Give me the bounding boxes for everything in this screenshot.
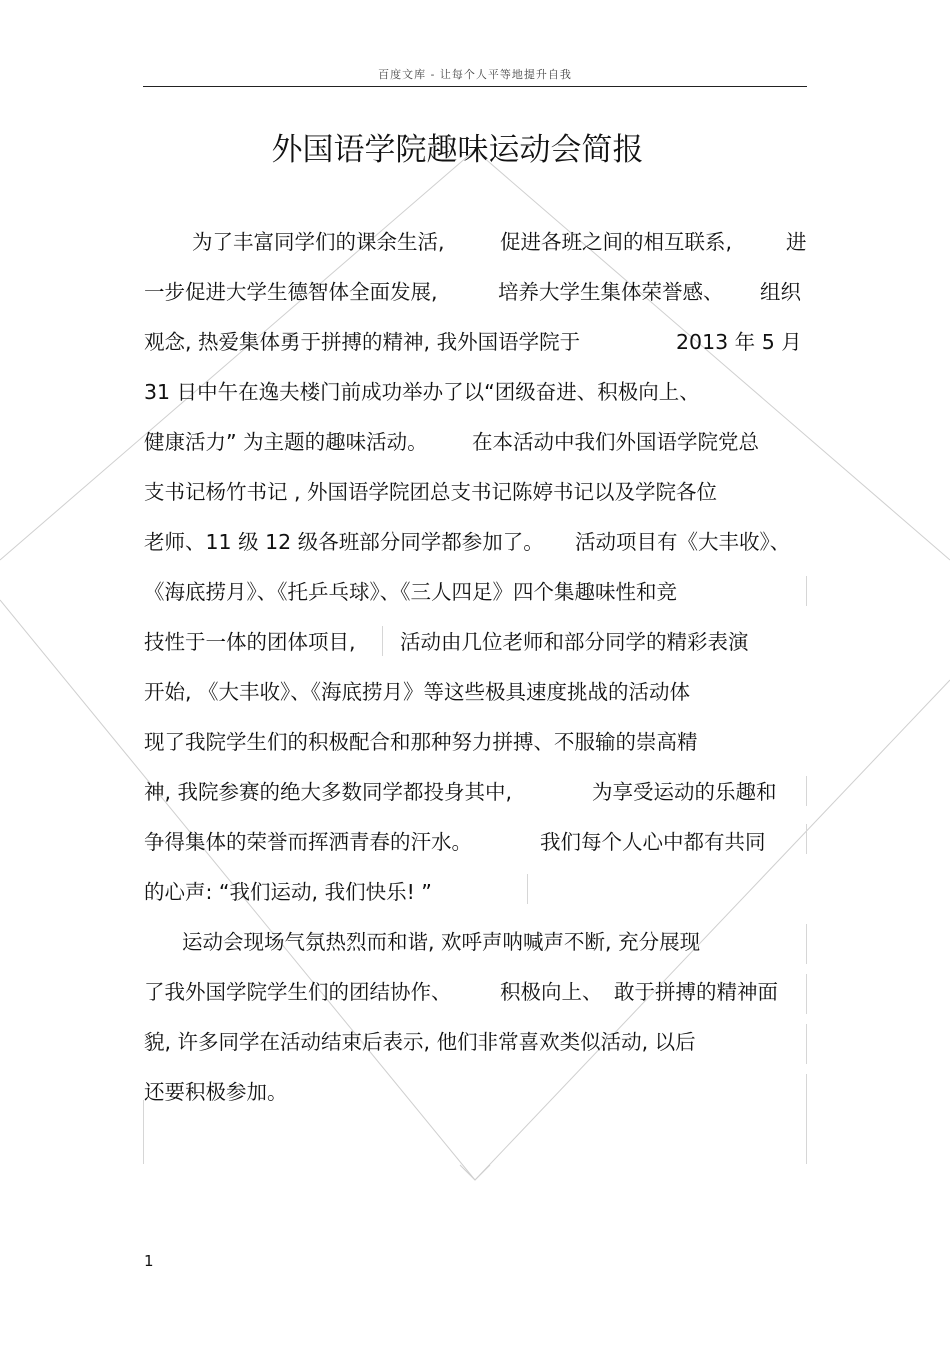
left-edge-mark (143, 1100, 144, 1164)
line-segment: 积极向上、 (500, 980, 603, 1004)
line-segment: 我们每个人心中都有共同 (540, 830, 766, 854)
line-segment: 现了我院学生们的积极配合和那种努力拼搏、不服输的崇高精 (144, 730, 698, 754)
right-edge-mark (806, 1024, 807, 1064)
line-segment: 技性于一体的团体项目, (144, 630, 356, 654)
right-edge-mark (806, 824, 807, 854)
line-segment: 《海底捞月》、《托乒乓球》、《三人四足》四个集趣味性和竞 (144, 580, 677, 604)
line-segment: 的心声: “我们运动, 我们快乐! ” (144, 880, 432, 904)
line-segment: 活动项目有《大丰收》、 (575, 530, 791, 554)
right-edge-mark (806, 576, 807, 606)
header-rule (143, 86, 807, 87)
line-segment: 为了丰富同学们的课余生活, (192, 230, 445, 254)
line-segment: 开始, 《大丰收》、《海底捞月》等这些极具速度挑战的活动体 (144, 680, 691, 704)
line-segment: 健康活力” 为主题的趣味活动。 (144, 430, 428, 454)
line-segment: 还要积极参加。 (144, 1080, 288, 1104)
line-segment: 支书记杨竹书记 , 外国语学院团总支书记陈婷书记以及学院各位 (144, 480, 718, 504)
right-edge-mark (806, 776, 807, 806)
line-segment: 培养大学生集体荣誉感、 (498, 280, 724, 304)
line-segment: 运动会现场气氛热烈而和谐, 欢呼声呐喊声不断, 充分展现 (182, 930, 701, 954)
line-segment: 观念, 热爱集体勇于拼搏的精神, 我外国语学院于 (144, 330, 581, 354)
right-edge-mark (527, 874, 528, 904)
page-number: 1 (144, 1252, 154, 1270)
line-segment: 组织 (760, 280, 801, 304)
right-edge-mark (806, 924, 807, 964)
line-segment: 老师、11 级 12 级各班部分同学都参加了。 (144, 530, 544, 554)
line-segment: 神, 我院参赛的绝大多数同学都投身其中, (144, 780, 513, 804)
line-segment: 争得集体的荣誉而挥洒青春的汗水。 (144, 830, 472, 854)
line-segment: 貌, 许多同学在活动结束后表示, 他们非常喜欢类似活动, 以后 (144, 1030, 696, 1054)
header-text: 百度文库 - 让每个人平等地提升自我 (378, 68, 572, 81)
line-segment: 31 日中午在逸夫楼门前成功举办了以“团级奋进、积极向上、 (144, 380, 700, 404)
document-title: 外国语学院趣味运动会简报 (271, 132, 644, 168)
line-segment: 进 (786, 230, 807, 254)
right-edge-mark (806, 974, 807, 1014)
line-segment: 为享受运动的乐趣和 (592, 780, 777, 804)
line-segment: 活动由几位老师和部分同学的精彩表演 (400, 630, 749, 654)
right-edge-mark (382, 626, 383, 656)
line-segment: 敢于拼搏的精神面 (614, 980, 778, 1004)
line-segment: 了我外国学院学生们的团结协作、 (144, 980, 452, 1004)
line-segment: 一步促进大学生德智体全面发展, (144, 280, 438, 304)
line-segment: 2013 年 5 月 (676, 330, 802, 354)
line-segment: 在本活动中我们外国语学院党总 (472, 430, 759, 454)
line-segment: 促进各班之间的相互联系, (500, 230, 733, 254)
right-edge-mark (806, 1074, 807, 1164)
